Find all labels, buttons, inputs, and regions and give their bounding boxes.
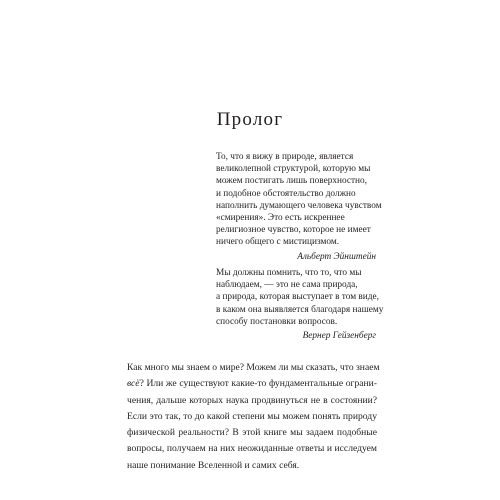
- epigraph-line: в каком она выявляется благодаря нашему: [216, 304, 384, 315]
- epigraph-line: ничего общего с мистицизмом.: [216, 237, 340, 248]
- epigraph-line: наблюдаем, — это не сама природа,: [216, 280, 358, 291]
- epigraph-line: То, что я вижу в природе, является: [216, 152, 354, 162]
- epigraph-line: способу постановки вопросов.: [216, 316, 338, 327]
- body-line: Как много мы знаем о мире? Можем ли мы сказать, что знаем: [127, 362, 380, 373]
- epigraph-line: Мы должны помнить, что то, что мы: [216, 268, 362, 278]
- epigraph-author: Альберт Эйнштейн: [297, 251, 376, 262]
- epigraph-author: Вернер Гейзенберг: [302, 331, 376, 342]
- body-line: вопросы, получаем на них неожиданные ответы и исследуем: [127, 443, 377, 455]
- body-line: чения, дальше которых наука продвинуться не в состоянии?: [127, 394, 377, 406]
- body-line: физической реальности? В этой книге мы задаем подобные: [127, 427, 377, 439]
- epigraph-line: а природа, которая выступает в том виде,: [216, 292, 379, 303]
- epigraph-einstein: [216, 151, 382, 263]
- chapter-title: Пролог: [216, 109, 284, 130]
- epigraph-heisenberg: [216, 267, 384, 342]
- epigraph-line: можем постигать лишь поверхностно,: [216, 176, 367, 187]
- epigraph-line: и подобное обстоятельство должно: [216, 188, 356, 199]
- body-line: [127, 376, 377, 392]
- epigraph-line: религиозное чувство, которое не имеет: [216, 225, 371, 236]
- emphasis-word: всё: [127, 378, 140, 390]
- epigraph-line: наполнить думающего человека чувством: [216, 200, 382, 211]
- body-line: наше понимание Вселенной и самих себя.: [127, 459, 300, 471]
- epigraph-line: великолепной структурой, которую мы: [216, 164, 371, 175]
- body-line-text: ? Или же существуют какие-то фундаментальные ограни-: [139, 378, 377, 390]
- body-line: Если это так, то до какой степени мы можем понять природу: [127, 410, 377, 422]
- body-paragraph: [127, 360, 380, 474]
- epigraph-line: «смирения». Это есть искреннее: [216, 213, 345, 224]
